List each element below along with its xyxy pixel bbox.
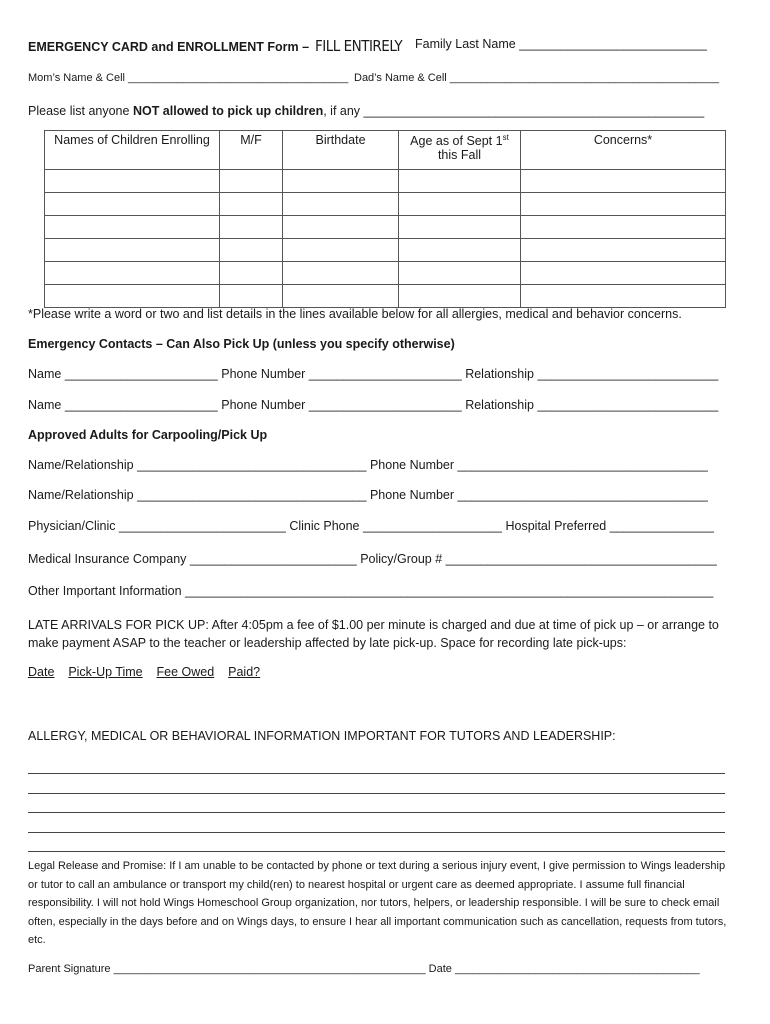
- header-names: Names of Children Enrolling: [45, 131, 220, 170]
- child-name-cell[interactable]: [45, 216, 220, 239]
- header-birthdate: Birthdate: [283, 131, 399, 170]
- child-birthdate-cell[interactable]: [283, 193, 399, 216]
- physician-field[interactable]: Physician/Clinic ________________________ Clinic Phone ____________________ Hospital Preferred _______________: [28, 519, 714, 533]
- child-birthdate-cell[interactable]: [283, 170, 399, 193]
- carpool-heading: Approved Adults for Carpooling/Pick Up: [28, 428, 268, 442]
- child-age-cell[interactable]: [399, 239, 521, 262]
- child-age-cell[interactable]: [399, 193, 521, 216]
- late-col-time: Pick-Up Time: [68, 665, 143, 679]
- header-age-line2: this Fall: [437, 148, 482, 163]
- children-table-header: [45, 131, 726, 170]
- child-mf-cell[interactable]: [220, 193, 283, 216]
- header-age: [399, 131, 521, 170]
- allergy-blank-line[interactable]: [28, 851, 725, 852]
- child-mf-cell[interactable]: [220, 262, 283, 285]
- child-mf-cell[interactable]: [220, 285, 283, 308]
- not-allowed-field[interactable]: [28, 104, 704, 118]
- child-concerns-cell[interactable]: [521, 239, 726, 262]
- child-row: [45, 285, 726, 308]
- late-col-fee: Fee Owed: [156, 665, 215, 679]
- emergency-contact-row[interactable]: Name ______________________ Phone Number ______________________ Relationship __________________________: [28, 398, 719, 412]
- header-age-line1: Age as of Sept 1: [410, 134, 503, 149]
- child-concerns-cell[interactable]: [521, 170, 726, 193]
- not-allowed-suffix: , if any _________________________________________________: [323, 104, 705, 118]
- late-col-paid: Paid?: [228, 665, 261, 679]
- allergy-blank-line[interactable]: [28, 832, 725, 833]
- mom-name-field[interactable]: Mom’s Name & Cell ____________________________________: [28, 72, 349, 84]
- child-mf-cell[interactable]: [220, 239, 283, 262]
- not-allowed-prefix: Please list anyone: [28, 104, 133, 118]
- child-row: [45, 170, 726, 193]
- child-concerns-cell[interactable]: [521, 262, 726, 285]
- carpool-row[interactable]: Name/Relationship _________________________________ Phone Number ____________________________________: [28, 488, 708, 502]
- child-concerns-cell[interactable]: [521, 285, 726, 308]
- child-birthdate-cell[interactable]: [283, 239, 399, 262]
- parent-signature-field[interactable]: Parent Signature ___________________________________________________ Date ________________________________________: [28, 963, 700, 975]
- family-last-name-field[interactable]: Family Last Name ___________________________: [415, 37, 707, 51]
- child-age-cell[interactable]: [399, 216, 521, 239]
- child-birthdate-cell[interactable]: [283, 262, 399, 285]
- child-mf-cell[interactable]: [220, 216, 283, 239]
- child-age-cell[interactable]: [399, 285, 521, 308]
- fill-entirely-note: FILL ENTIRELY: [315, 37, 403, 55]
- late-arrivals-text: LATE ARRIVALS FOR PICK UP: After 4:05pm a fee of $1.00 per minute is charged and due at time of pick up – or arrange to make payment ASAP to the teacher or leadership affected by late pick-up. Space for recording late pick-ups:: [28, 618, 719, 650]
- legal-release-text: Legal Release and Promise: If I am unable to be contacted by phone or text during a serious injury event, I give permission to Wings leadership or tutor to call an ambulance or transport my child(ren) to nearest hospital or urgent care as deemed appropriate. I assume full financial responsibility. I will not hold Wings Homeschool Group organization, nor tutors, helpers, or leadership responsible. I will be sure to check email often, especially in the days before and on Wings days, to ensure I hear all important communication such as cancellation, requests from tutors, etc.: [28, 860, 727, 946]
- late-col-date: Date: [28, 665, 55, 679]
- header-concerns: Concerns*: [521, 131, 726, 170]
- child-concerns-cell[interactable]: [521, 216, 726, 239]
- allergy-blank-line[interactable]: [28, 812, 725, 813]
- allergy-heading: ALLERGY, MEDICAL OR BEHAVIORAL INFORMATION IMPORTANT FOR TUTORS AND LEADERSHIP:: [28, 729, 616, 743]
- child-name-cell[interactable]: [45, 285, 220, 308]
- header-age-sup: st: [502, 133, 509, 142]
- other-info-field[interactable]: Other Important Information ____________________________________________________________________________: [28, 584, 714, 598]
- child-age-cell[interactable]: [399, 170, 521, 193]
- emergency-contact-row[interactable]: Name ______________________ Phone Number ______________________ Relationship __________________________: [28, 367, 719, 381]
- child-name-cell[interactable]: [45, 170, 220, 193]
- not-allowed-bold: NOT allowed to pick up children: [132, 104, 324, 118]
- children-table: [44, 130, 726, 308]
- child-row: [45, 262, 726, 285]
- allergy-blank-line[interactable]: [28, 793, 725, 794]
- dad-name-field[interactable]: Dad’s Name & Cell ____________________________________________: [354, 72, 719, 84]
- child-row: [45, 193, 726, 216]
- concerns-note: *Please write a word or two and list details in the lines available below for all allergies, medical and behavior concerns.: [28, 307, 682, 321]
- child-row: [45, 216, 726, 239]
- carpool-row[interactable]: Name/Relationship _________________________________ Phone Number ____________________________________: [28, 458, 708, 472]
- late-pickup-columns: [28, 665, 260, 679]
- emergency-heading: Emergency Contacts – Can Also Pick Up (unless you specify otherwise): [28, 337, 455, 351]
- child-name-cell[interactable]: [45, 193, 220, 216]
- child-name-cell[interactable]: [45, 239, 220, 262]
- child-row: [45, 239, 726, 262]
- form-title: EMERGENCY CARD and ENROLLMENT Form –: [28, 40, 310, 54]
- form-title-line: [28, 37, 402, 55]
- child-name-cell[interactable]: [45, 262, 220, 285]
- child-birthdate-cell[interactable]: [283, 285, 399, 308]
- child-age-cell[interactable]: [399, 262, 521, 285]
- insurance-field[interactable]: Medical Insurance Company ________________________ Policy/Group # _______________________________________: [28, 552, 717, 566]
- header-mf: M/F: [220, 131, 283, 170]
- allergy-blank-line[interactable]: [28, 773, 725, 774]
- child-mf-cell[interactable]: [220, 170, 283, 193]
- child-birthdate-cell[interactable]: [283, 216, 399, 239]
- child-concerns-cell[interactable]: [521, 193, 726, 216]
